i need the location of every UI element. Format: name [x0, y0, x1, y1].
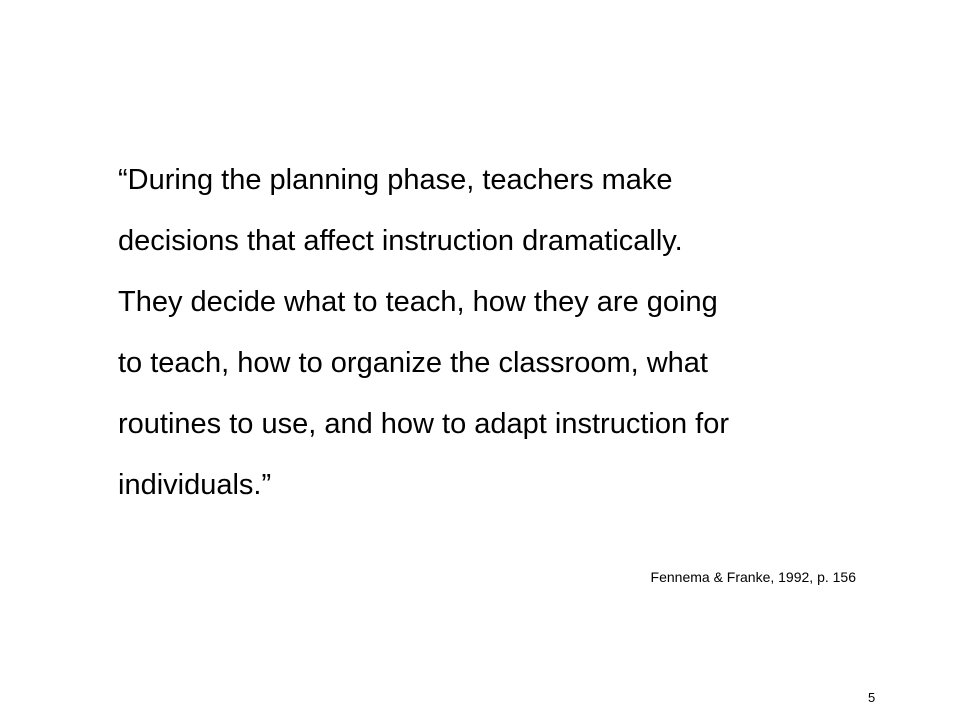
quote-line: decisions that affect instruction dramatically. [118, 225, 683, 257]
page-number: 5 [868, 690, 876, 705]
quote-line: “During the planning phase, teachers make [118, 164, 673, 196]
quote-line: individuals.” [118, 469, 272, 501]
quote-line: They decide what to teach, how they are going [118, 286, 718, 318]
citation: Fennema & Franke, 1992, p. 156 [650, 569, 856, 585]
quote-line: routines to use, and how to adapt instruction for [118, 408, 729, 440]
quote-line: to teach, how to organize the classroom, what [118, 347, 708, 379]
